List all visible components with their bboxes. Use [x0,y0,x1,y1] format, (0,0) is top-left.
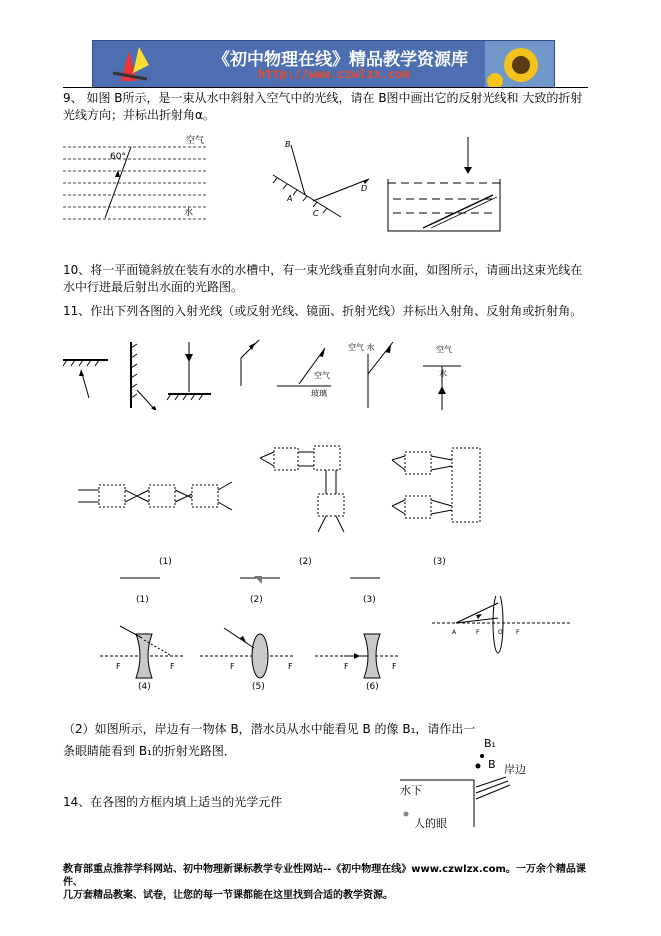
q14-text: 14、在各图的方框内填上适当的光学元件 [63,795,283,809]
svg-text:(2): (2) [250,595,263,605]
svg-text:(1): (1) [159,557,172,567]
svg-text:F: F [392,662,397,671]
q11-fig4 [241,340,259,386]
svg-text:岸边: 岸边 [504,763,526,776]
header-banner [92,40,555,88]
svg-text:空气: 空气 [436,345,452,354]
q11-lens-figures [100,572,400,694]
q9-figures [63,133,583,233]
svg-text:O: O [498,629,503,636]
svg-text:(2): (2) [299,557,312,567]
svg-text:(4): (4) [138,682,151,692]
q9-text: 9、 如图 B所示，是一束从水中斜射入空气中的光线，请在 B图中画出它的反射光线和 大致的折射光线方向；并标出折射角α。 [63,91,583,122]
lens-top-row [120,576,380,605]
box-fig-3 [392,448,480,567]
q9-fig-b [63,134,208,219]
svg-text:F: F [230,662,235,671]
page-footer [63,863,603,902]
q11-lens-axis-figure [432,596,572,666]
q11-fig3 [167,342,211,400]
q9-fig-mirror [273,140,369,218]
svg-text:A: A [287,194,293,203]
svg-text:人的眼: 人的眼 [414,817,447,830]
q11-fig1 [63,360,108,398]
box-fig-2 [260,446,344,567]
svg-text:(3): (3) [363,595,376,605]
q11-text: 11、作出下列各图的入射光线（或反射光线、镜面、折射光线）并标出入射角、反射角或折射角。 [63,304,583,318]
box-fig-1 [78,482,232,567]
svg-text:F: F [116,662,121,671]
q11-fig7 [423,344,461,410]
header-rule [63,87,588,88]
svg-text:水: 水 [439,369,447,378]
svg-text:水下: 水下 [400,784,422,797]
q10-text: 10、将一平面镜斜放在装有水的水槽中，有一束光线垂直射向水面，如图所示，请画出这束光线在水中行进最后射出水面的光路图。 [63,263,583,294]
q14-box-figures [74,440,494,570]
svg-text:玻璃: 玻璃 [311,389,327,398]
svg-text:(1): (1) [136,595,149,605]
svg-text:空气 水: 空气 水 [348,343,375,352]
site-logo-icon [99,43,169,85]
svg-text:(5): (5) [252,682,265,692]
q11-fig2 [131,342,157,410]
svg-text:B₁: B₁ [484,737,496,750]
q11-ray-figures [63,338,463,410]
part2-text: （2）如图所示，岸边有一物体 B，潜水员从水中能看见 B 的像 B₁，请作出一条眼睛能看到 B₁的折射光路图． [63,722,476,758]
lens-fig-4 [100,626,185,692]
svg-text:F: F [476,629,480,636]
svg-text:B: B [488,758,496,771]
sunflower-icon [485,41,555,87]
svg-text:(3): (3) [433,557,446,567]
banner-title: 《初中物理在线》精品教学资源库 [213,50,468,70]
svg-text:F: F [516,629,520,636]
lens-fig-6 [315,634,400,692]
svg-text:F: F [288,662,293,671]
svg-text:D: D [361,184,368,193]
svg-text:B: B [285,140,291,149]
lens-fig-5 [200,628,295,692]
q11-fig6 [348,342,393,408]
svg-text:C: C [313,209,319,218]
svg-text:(6): (6) [366,682,379,692]
svg-text:水: 水 [184,208,194,218]
q11-fig5 [277,348,331,398]
banner-url[interactable]: http://www.czwlzx.com [258,67,410,81]
svg-text:F: F [344,662,349,671]
q10-fig-tank [388,137,500,231]
svg-text:空气: 空气 [314,371,330,380]
footer-line-2: 几万套精品教案、试卷，让您的每一节课都能在这里找到合适的教学资源。 [63,890,393,901]
svg-text:空气: 空气 [186,136,205,146]
svg-text:A: A [452,629,457,636]
footer-line-1: 教育部重点推荐学科网站、初中物理新课标教学专业性网站--《初中物理在线》www.czwlzx.com。一万余个精品课件、 [63,864,586,888]
part2-figure [396,735,586,830]
svg-text:60°: 60° [110,152,126,162]
svg-text:F: F [170,662,175,671]
